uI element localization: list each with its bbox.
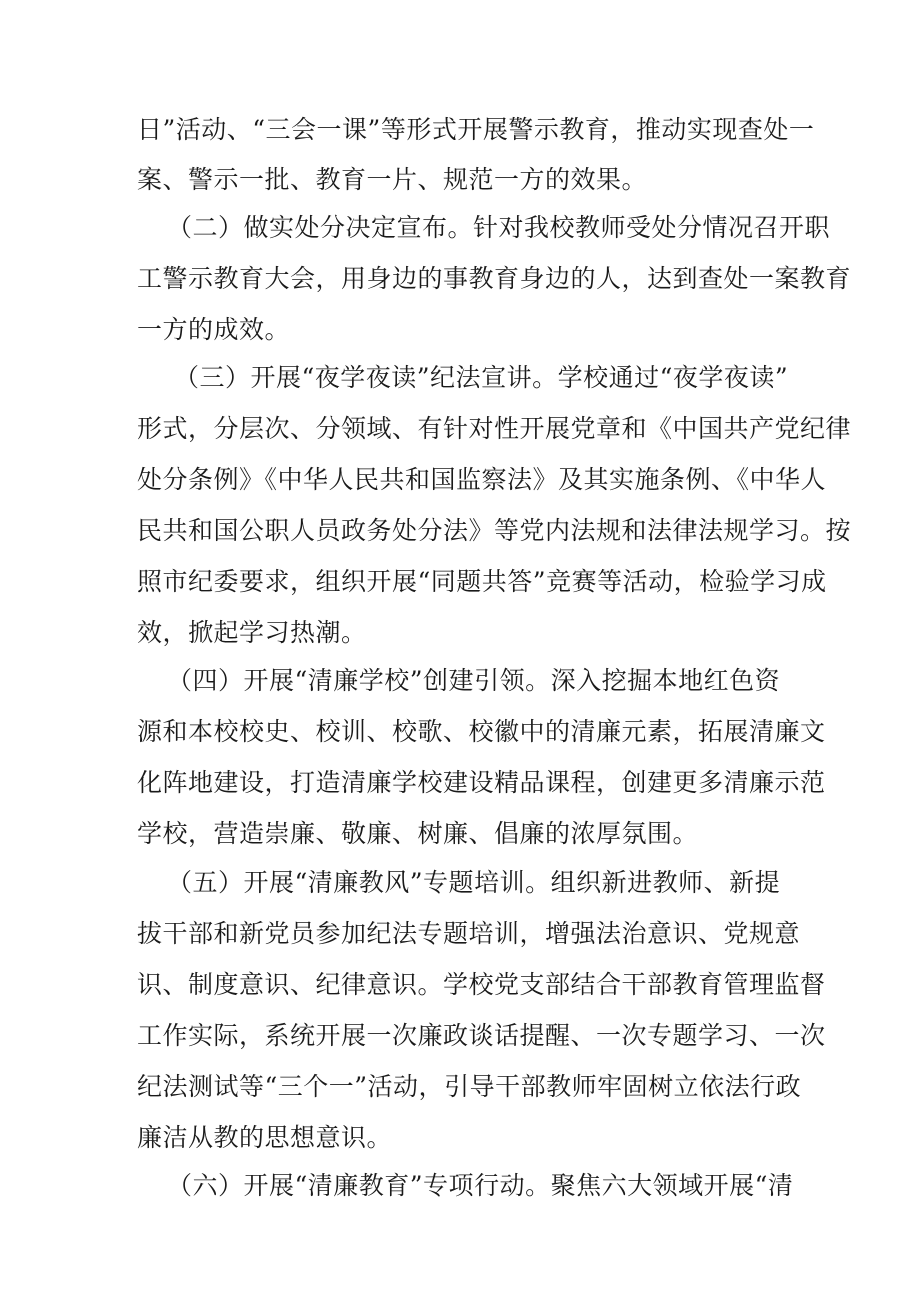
text-line: 源和本校校史、校训、校歌、校徽中的清廉元素，拓展清廉文 [137, 717, 826, 746]
text-line: 效，掀起学习热潮。 [137, 618, 367, 647]
text-line: 民共和国公职人员政务处分法》等党内法规和法律法规学习。按 [137, 516, 852, 545]
text-line: 工作实际，系统开展一次廉政谈话提醒、一次专题学习、一次 [137, 1021, 826, 1050]
paragraph-4-start: （四）开展“清廉学校”创建引领。深入挖掘本地红色资 [167, 666, 781, 695]
text-line: 学校，营造崇廉、敬廉、树廉、倡廉的浓厚氛围。 [137, 819, 699, 848]
text-line: 案、警示一批、教育一片、规范一方的效果。 [137, 165, 648, 194]
paragraph-3-start: （三）开展“夜学夜读”纪法宣讲。学校通过“夜学夜读” [174, 363, 789, 392]
paragraph-5-start: （五）开展“清廉教风”专题培训。组织新进教师、新提 [167, 868, 781, 897]
text-line: 照市纪委要求，组织开展“同题共答”竞赛等活动，检验学习成 [137, 567, 827, 596]
text-line: 处分条例》《中华人民共和国监察法》及其实施条例、《中华人 [137, 465, 827, 494]
text-line: 识、制度意识、纪律意识。学校党支部结合干部教育管理监督 [137, 970, 826, 999]
text-line: 形式，分层次、分领域、有针对性开展党章和《中国共产党纪律 [137, 414, 852, 443]
text-line: 一方的成效。 [137, 315, 291, 344]
text-line: 廉洁从教的思想意识。 [137, 1123, 393, 1152]
paragraph-6-start: （六）开展“清廉教育”专项行动。聚焦六大领域开展“清 [167, 1171, 794, 1200]
text-line: 纪法测试等“三个一”活动，引导干部教师牢固树立依法行政 [137, 1072, 802, 1101]
text-line: 日”活动、“三会一课”等形式开展警示教育，推动实现查处一 [137, 115, 815, 144]
text-line: 拔干部和新党员参加纪法专题培训，增强法治意识、党规意 [137, 919, 801, 948]
text-line: 化阵地建设，打造清廉学校建设精品课程，创建更多清廉示范 [137, 768, 826, 797]
paragraph-2-start: （二）做实处分决定宣布。针对我校教师受处分情况召开职 [167, 213, 831, 242]
text-line: 工警示教育大会，用身边的事教育身边的人，达到查处一案教育 [137, 264, 852, 293]
